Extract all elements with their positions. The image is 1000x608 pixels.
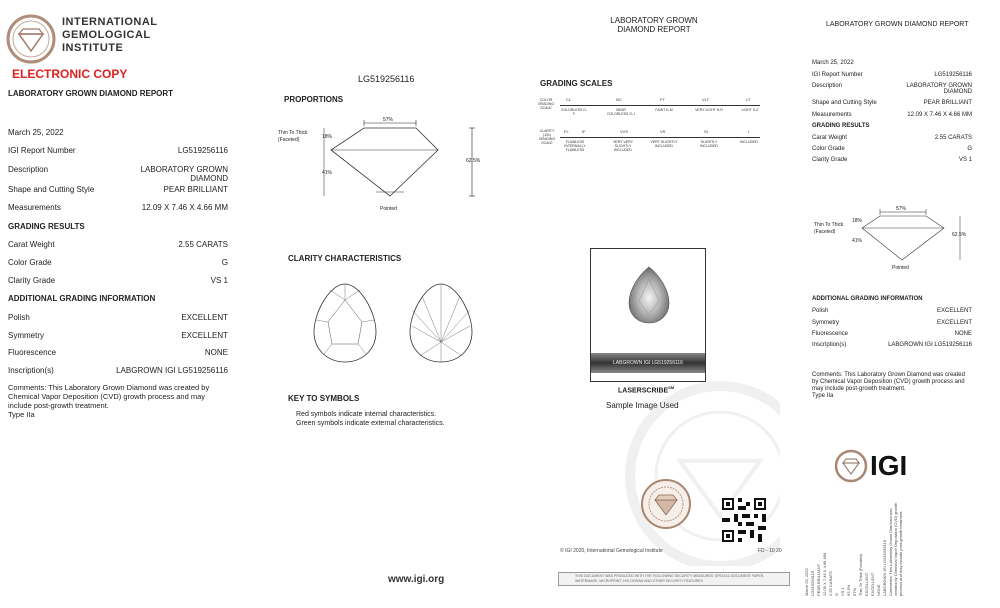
detail-label: Description bbox=[8, 165, 49, 174]
laserscribe-text: LASERSCRIBE bbox=[618, 387, 669, 395]
institute-name bbox=[62, 16, 158, 55]
stub-grading-value: VS 1 bbox=[958, 157, 972, 163]
stub-detail-label: Shape and Cutting Style bbox=[812, 100, 877, 106]
institute-name-line: INTERNATIONAL bbox=[62, 16, 158, 28]
clarity-grading-scale bbox=[536, 128, 766, 158]
color-grade: CL bbox=[566, 97, 572, 102]
website: www.igi.org bbox=[388, 574, 445, 585]
stub-grading-label: Color Grade bbox=[812, 146, 845, 152]
culet-label: Pointed bbox=[380, 206, 397, 212]
grading-value: 2.55 CARATS bbox=[178, 240, 228, 249]
color-scale-rule bbox=[560, 105, 760, 106]
stub-table-percent: 57% bbox=[896, 206, 907, 212]
color-grade: LT bbox=[746, 97, 751, 102]
stub-grading-row bbox=[812, 146, 972, 152]
copyright: © IGI 2020, International Gemological Institute bbox=[560, 548, 663, 554]
depth-percent: 62.5% bbox=[466, 158, 481, 164]
report-title-right: LABORATORY GROWN DIAMOND REPORT bbox=[826, 21, 969, 28]
grading-row bbox=[8, 240, 228, 249]
detail-label: Shape and Cutting Style bbox=[8, 185, 95, 194]
grading-row bbox=[8, 258, 228, 267]
rotated-shape: PEAR BRILLIANT bbox=[816, 563, 821, 596]
stub-additional bbox=[812, 296, 972, 356]
diamond-photo-frame bbox=[590, 248, 706, 382]
grading-scales-heading: GRADING SCALES bbox=[540, 79, 613, 88]
clarity-grade: VS bbox=[660, 129, 666, 134]
security-disclaimer: THIS DOCUMENT WAS PRODUCED WITH THE FOLLOWING SECURITY MEASURES: SPECIAL DOCUMENT PAPER, WATERMARK, MICROPRINT, HOLOGRAM AND OTHER SECURITY FEATURES bbox=[575, 574, 765, 583]
color-grade: NC bbox=[616, 97, 622, 102]
stub-detail-value: LABORATORY GROWN DIAMOND bbox=[906, 83, 972, 95]
clarity-scale-label: CLARITY (10x) GRADING SCALE bbox=[538, 129, 556, 145]
clarity-grade: IF bbox=[582, 129, 586, 134]
rotated-polish: EXCELLENT bbox=[864, 572, 869, 596]
stub-girdle-label: Thin To Thick (Faceted) bbox=[814, 222, 844, 235]
clarity-plot-crown bbox=[312, 282, 378, 364]
stub-additional-value: EXCELLENT bbox=[936, 308, 972, 314]
report-title-center-line: DIAMOND REPORT bbox=[617, 25, 691, 34]
stub-additional-value: LABGROWN IGI LG519256116 bbox=[888, 342, 972, 348]
clarity-desc: VERY SLIGHTLY INCLUDED bbox=[650, 140, 678, 148]
igi-logo-right bbox=[834, 448, 934, 484]
rotated-table: 57% bbox=[852, 587, 857, 596]
igi-logo-seal-icon bbox=[834, 449, 868, 483]
igi-seal-logo bbox=[6, 14, 56, 64]
grading-results-heading: GRADING RESULTS bbox=[8, 222, 85, 231]
additional-value: EXCELLENT bbox=[181, 331, 228, 340]
detail-value: 12.09 X 7.46 X 4.66 MM bbox=[141, 203, 228, 212]
rotated-report-number: LG519256116 bbox=[810, 570, 815, 596]
additional-value: NONE bbox=[204, 348, 228, 357]
electronic-copy-label: ELECTRONIC COPY bbox=[12, 67, 128, 81]
detail-date bbox=[8, 128, 228, 137]
stub-additional-heading: ADDITIONAL GRADING INFORMATION bbox=[812, 296, 923, 302]
key-to-symbols-text bbox=[296, 410, 445, 428]
stub-pavilion-percent: 41% bbox=[852, 238, 863, 244]
grading-value: G bbox=[221, 258, 228, 267]
rotated-depth: 62.5% bbox=[846, 584, 851, 596]
stub-depth-percent: 62.5% bbox=[952, 232, 967, 238]
stub-detail-row bbox=[812, 100, 972, 106]
laser-inscription-text: LABGROWN IGI LG519256116 bbox=[613, 360, 683, 366]
clarity-desc: VERY VERY SLIGHTLY INCLUDED bbox=[613, 140, 633, 152]
clarity-desc: SLIGHTLY INCLUDED bbox=[700, 140, 718, 148]
report-title-center bbox=[594, 16, 714, 34]
additional-row bbox=[8, 348, 228, 357]
detail-row bbox=[8, 165, 228, 183]
color-grading-scale bbox=[536, 96, 766, 122]
color-grade: FT bbox=[660, 97, 665, 102]
stub-detail-row bbox=[812, 83, 972, 95]
clarity-plot-pavilion bbox=[408, 282, 474, 364]
igi-stamp-seal bbox=[640, 478, 692, 530]
rotated-carat: 2.55 CARATS bbox=[828, 571, 833, 596]
detail-value: LG519256116 bbox=[177, 146, 228, 155]
stub-detail-value: LG519256116 bbox=[934, 72, 972, 78]
stub-additional-label: Polish bbox=[812, 308, 829, 314]
color-desc: NEAR COLORLESS G-J bbox=[606, 108, 635, 116]
proportions-diagram bbox=[276, 112, 496, 217]
stub-grading-heading: GRADING RESULTS bbox=[812, 123, 870, 129]
stub-grading-label: Clarity Grade bbox=[812, 157, 848, 163]
detail-label: Measurements bbox=[8, 203, 61, 212]
stub-grading-value: 2.55 CARATS bbox=[934, 135, 972, 141]
girdle-label: Thin To Thick (Faceted) bbox=[278, 130, 308, 143]
color-desc: FAINT K-M bbox=[655, 108, 673, 112]
clarity-grade: FL bbox=[564, 129, 569, 134]
rotated-clarity: VS 1 bbox=[840, 587, 845, 596]
igi-logo-text: IGI bbox=[870, 450, 908, 481]
grading-label: Color Grade bbox=[8, 258, 52, 267]
crown-percent: 18% bbox=[322, 134, 333, 140]
stub-grading-value: G bbox=[967, 146, 972, 152]
report-title: LABORATORY GROWN DIAMOND REPORT bbox=[8, 89, 174, 98]
color-desc: COLORLESS D-F bbox=[560, 108, 588, 116]
stub-grading-row bbox=[812, 157, 972, 163]
additional-label: Symmetry bbox=[8, 331, 44, 340]
detail-value: LABORATORY GROWN DIAMOND bbox=[140, 165, 228, 183]
stub-grading-row bbox=[812, 135, 972, 141]
diamond-type: Type IIa bbox=[8, 410, 35, 419]
stub-additional-row bbox=[812, 331, 972, 337]
laserscribe-sm: SM bbox=[668, 385, 675, 390]
qr-code[interactable] bbox=[722, 498, 766, 542]
grading-value: VS 1 bbox=[210, 276, 228, 285]
table-percent: 57% bbox=[383, 117, 394, 123]
additional-row bbox=[8, 331, 228, 340]
institute-name-line: GEMOLOGICAL bbox=[62, 29, 151, 41]
color-scale-label: COLOR GRADING SCALE bbox=[537, 98, 555, 110]
institute-name-line: INSTITUTE bbox=[62, 42, 124, 54]
rotated-summary bbox=[804, 496, 964, 596]
additional-row bbox=[8, 313, 228, 322]
stub-additional-label: Fluorescence bbox=[812, 331, 849, 337]
pavilion-percent: 41% bbox=[322, 170, 333, 176]
stub-crown-percent: 18% bbox=[852, 218, 863, 224]
additional-heading: ADDITIONAL GRADING INFORMATION bbox=[8, 294, 156, 303]
stub-detail-row bbox=[812, 112, 972, 118]
comments-text: Comments: This Laboratory Grown Diamond was created by Chemical Vapor Deposition (CVD) growth process and may include post-growth treatment. bbox=[8, 383, 210, 410]
stub-additional-row bbox=[812, 342, 972, 348]
grading-label: Carat Weight bbox=[8, 240, 55, 249]
additional-label: Fluorescence bbox=[8, 348, 57, 357]
clarity-grade: I bbox=[748, 129, 750, 134]
rotated-comments: Comments: This Laboratory Grown Diamond was created by Chemical Vapor Deposition (CVD) growth process and may include post-growth treatment. bbox=[888, 502, 903, 596]
security-disclaimer-strip bbox=[558, 572, 790, 586]
stub-diamond-type: Type IIa bbox=[812, 393, 834, 399]
stub-additional-value: EXCELLENT bbox=[936, 320, 972, 326]
stub-additional-row bbox=[812, 308, 972, 314]
stub-additional-label: Symmetry bbox=[812, 320, 839, 326]
additional-row bbox=[8, 366, 228, 375]
color-desc: VERY LIGHT N-R bbox=[695, 108, 723, 112]
photo-caption: Sample Image Used bbox=[606, 401, 679, 410]
report-title-center-line: LABORATORY GROWN bbox=[610, 16, 698, 25]
detail-label: IGI Report Number bbox=[8, 146, 76, 155]
detail-row bbox=[8, 146, 228, 155]
rotated-date: March 25, 2022 bbox=[804, 568, 809, 596]
additional-label: Polish bbox=[8, 313, 30, 322]
detail-value: PEAR BRILLIANT bbox=[163, 185, 228, 194]
stub-detail-label: IGI Report Number bbox=[812, 72, 863, 78]
clarity-desc: INCLUDED bbox=[740, 140, 758, 144]
rotated-fluorescence: NONE bbox=[876, 584, 881, 596]
grading-row bbox=[8, 276, 228, 285]
stub-comments bbox=[812, 372, 972, 400]
clarity-grade: VVS bbox=[620, 129, 629, 134]
additional-label: Inscription(s) bbox=[8, 366, 54, 375]
stub-detail-value: 12.09 X 7.46 X 4.66 MM bbox=[907, 112, 972, 118]
stub-detail-value: PEAR BRILLIANT bbox=[923, 100, 972, 106]
rotated-inscription: LABGROWN IGI LG519256116 bbox=[882, 540, 887, 596]
color-desc: LIGHT S-Z bbox=[741, 108, 759, 112]
clarity-scale-rule bbox=[560, 137, 760, 138]
rotated-symmetry: EXCELLENT bbox=[870, 572, 875, 596]
stub-grading-label: Carat Weight bbox=[812, 135, 847, 141]
color-grade: VLT bbox=[702, 97, 710, 102]
detail-row bbox=[8, 185, 228, 194]
rotated-color: G bbox=[834, 592, 839, 596]
stub-comments-text: Comments: This Laboratory Grown Diamond was created by Chemical Vapor Deposition (CVD) growth process and may include post-growth treatment. bbox=[812, 372, 965, 392]
stub-additional-row bbox=[812, 320, 972, 326]
stub-additional-label: Inscription(s) bbox=[812, 342, 847, 348]
additional-value: EXCELLENT bbox=[181, 313, 228, 322]
comments bbox=[8, 383, 228, 419]
stub-additional-value: NONE bbox=[954, 331, 972, 337]
rotated-measurements: 12.09 X 7.46 X 4.66 MM bbox=[822, 552, 827, 596]
stub-detail-label: Description bbox=[812, 83, 843, 89]
rotated-girdle: Thin To Thick (Faceted) bbox=[858, 554, 863, 596]
stub-culet-label: Pointed bbox=[892, 265, 909, 271]
stub-detail-label: Measurements bbox=[812, 112, 852, 118]
diamond-photo bbox=[591, 249, 707, 339]
report-date: March 25, 2022 bbox=[8, 128, 64, 137]
stub-date-text: March 25, 2022 bbox=[812, 60, 854, 66]
key-to-symbols-heading: KEY TO SYMBOLS bbox=[288, 394, 360, 403]
report-number-heading: LG519256116 bbox=[358, 74, 415, 84]
proportions-heading: PROPORTIONS bbox=[284, 95, 344, 104]
clarity-desc: FLAWLESS INTERNALLY FLAWLESS bbox=[564, 140, 586, 152]
stub-detail-row bbox=[812, 72, 972, 78]
key-line-external: Green symbols indicate external characteristics. bbox=[296, 420, 445, 427]
clarity-characteristics-heading: CLARITY CHARACTERISTICS bbox=[288, 254, 402, 263]
form-code: FD - 10 20 bbox=[758, 548, 782, 554]
additional-value: LABGROWN IGI LG519256116 bbox=[116, 366, 228, 375]
grading-label: Clarity Grade bbox=[8, 276, 56, 285]
clarity-grade: SI bbox=[704, 129, 708, 134]
stub-date bbox=[812, 60, 972, 66]
key-line-internal: Red symbols indicate internal characteristics. bbox=[296, 411, 437, 418]
detail-row bbox=[8, 203, 228, 212]
